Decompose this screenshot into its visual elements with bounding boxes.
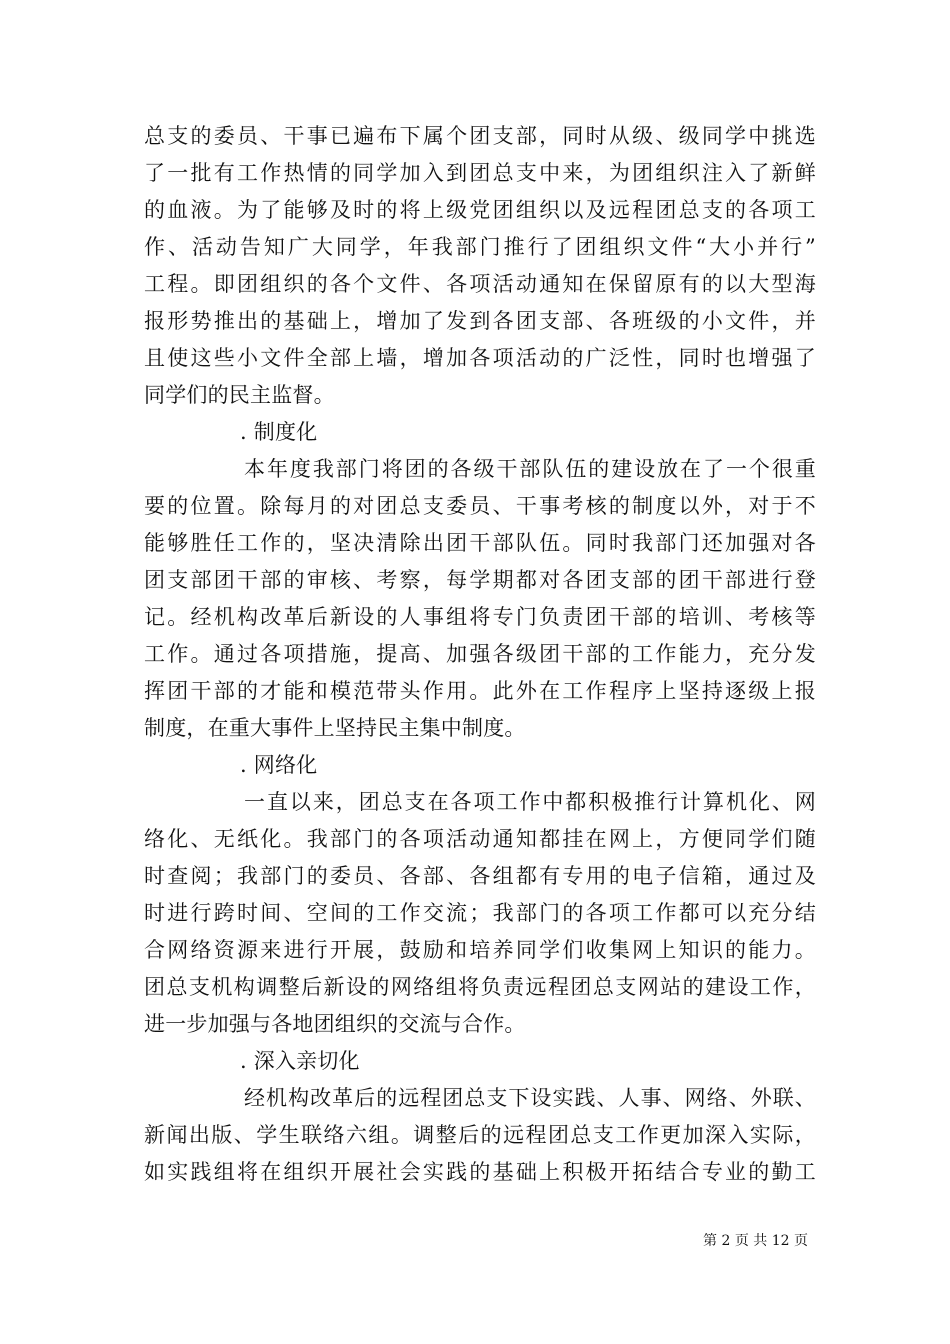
text-line: 经机构改革后的远程团总支下设实践、人事、网络、外联、 — [244, 1086, 816, 1110]
text-line: 且使这些小文件全部上墙，增加各项活动的广泛性，同时也增强了 — [144, 346, 816, 370]
page-number: 第 2 页 共 12 页 — [703, 1233, 808, 1249]
text-line: 时进行跨时间、空间的工作交流；我部门的各项工作都可以充分结 — [144, 901, 816, 925]
text-line: 的血液。为了能够及时的将上级党团组织以及远程团总支的各项工 — [144, 198, 816, 222]
text-line: 新闻出版、学生联络六组。调整后的远程团总支工作更加深入实际， — [144, 1123, 816, 1147]
text-line: 能够胜任工作的，坚决清除出团干部队伍。同时我部门还加强对各 — [144, 531, 816, 555]
text-line: 要的位置。除每月的对团总支委员、干事考核的制度以外，对于不 — [144, 494, 816, 518]
text-line: 报形势推出的基础上，增加了发到各团支部、各班级的小文件，并 — [144, 309, 816, 333]
section-heading: . 深入亲切化 — [240, 1049, 360, 1073]
text-line: 团支部团干部的审核、考察，每学期都对各团支部的团干部进行登 — [144, 568, 816, 592]
text-line: 团总支机构调整后新设的网络组将负责远程团总支网站的建设工作， — [144, 975, 816, 999]
text-line: 一直以来，团总支在各项工作中都积极推行计算机化、网 — [244, 790, 816, 814]
text-line: 了一批有工作热情的同学加入到团总支中来，为团组织注入了新鲜 — [144, 161, 816, 185]
section-heading: . 网络化 — [240, 753, 318, 777]
text-line: 挥团干部的才能和模范带头作用。此外在工作程序上坚持逐级上报 — [144, 679, 816, 703]
text-line: 制度，在重大事件上坚持民主集中制度。 — [144, 716, 526, 740]
document-body — [144, 118, 816, 1191]
text-line: 如实践组将在组织开展社会实践的基础上积极开拓结合专业的勤工 — [144, 1160, 816, 1184]
text-line: 时查阅；我部门的委员、各部、各组都有专用的电子信箱，通过及 — [144, 864, 816, 888]
text-line: 工作。通过各项措施，提高、加强各级团干部的工作能力，充分发 — [144, 642, 816, 666]
text-line: 合网络资源来进行开展，鼓励和培养同学们收集网上知识的能力。 — [144, 938, 816, 962]
text-line: 本年度我部门将团的各级干部队伍的建设放在了一个很重 — [244, 457, 816, 481]
text-line: 络化、无纸化。我部门的各项活动通知都挂在网上，方便同学们随 — [144, 827, 816, 851]
text-line: 总支的委员、干事已遍布下属个团支部，同时从级、级同学中挑选 — [144, 124, 816, 148]
section-heading: . 制度化 — [240, 420, 318, 444]
text-line: 进一步加强与各地团组织的交流与合作。 — [144, 1012, 526, 1036]
text-line: 作、活动告知广大同学，年我部门推行了团组织文件“大小并行” — [144, 235, 816, 259]
text-line: 记。经机构改革后新设的人事组将专门负责团干部的培训、考核等 — [144, 605, 816, 629]
text-line: 工程。即团组织的各个文件、各项活动通知在保留原有的以大型海 — [144, 272, 816, 296]
text-line: 同学们的民主监督。 — [144, 383, 335, 407]
